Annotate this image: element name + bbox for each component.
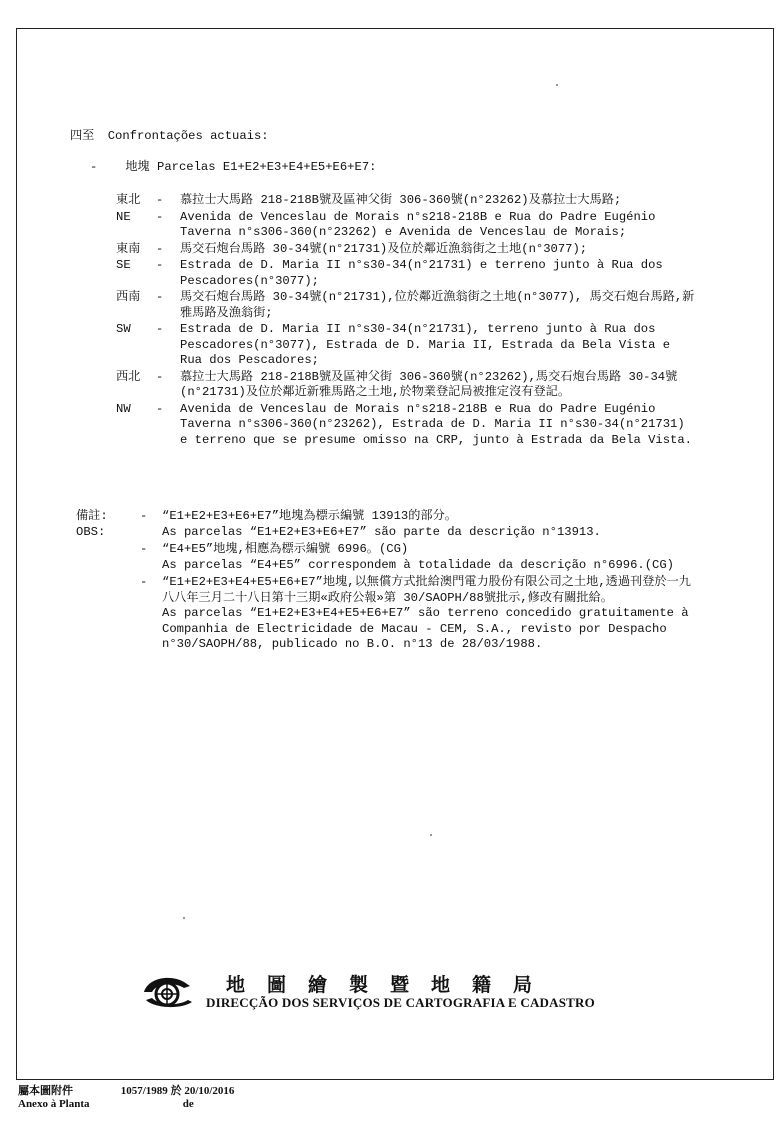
annex-label-zh: 屬本圖附件 (18, 1085, 73, 1097)
boundary-dash: - (156, 209, 164, 224)
boundary-code: 東北 (116, 193, 141, 207)
parcels-text: Parcelas E1+E2+E3+E4+E5+E6+E7: (157, 160, 377, 174)
current-boundaries-heading (70, 129, 269, 145)
boundary-dash: - (156, 193, 164, 207)
agency-logo-icon (140, 974, 194, 1010)
observation-item (140, 542, 700, 573)
annex-date-connector-zh: 於 (170, 1085, 182, 1097)
agency-name-zh: 地圖繪製暨地籍局 (226, 974, 555, 996)
observations-list (140, 509, 700, 655)
boundary-code: 東南 (116, 241, 141, 256)
boundary-row-se-zh (116, 242, 696, 258)
speck (183, 917, 185, 919)
observation-text-zh: “E1+E2+E3+E6+E7”地塊為標示編號 13913的部分。 (162, 509, 457, 523)
boundary-dash: - (156, 290, 164, 304)
observation-dash: - (140, 509, 148, 523)
parcels-label-zh: 地塊 (125, 160, 150, 174)
boundary-text: 馬交石炮台馬路 30-34號(n°21731),位於鄰近漁翁街之土地(n°3077), 馬交石炮台馬路,新雅馬路及漁翁街; (180, 290, 695, 320)
observations-label-zh: 備註: (76, 509, 108, 523)
boundary-dash: - (156, 258, 164, 272)
boundary-text: Estrada de D. Maria II n°s30-34(n°21731) e terreno junto à Rua dos Pescadores(n°3077); (180, 258, 663, 288)
boundary-dash: - (156, 241, 164, 256)
annex-label-pt: Anexo à Planta (18, 1098, 90, 1110)
boundary-dash: - (156, 401, 164, 416)
boundary-code: SE (116, 258, 131, 272)
boundary-code: NW (116, 401, 131, 416)
speck (556, 84, 558, 86)
boundary-text: 慕拉士大馬路 218-218B號及區神父街 306-360號(n°23262),馬交石炮台馬路 30-34號(n°21731)及位於鄰近新雅馬路之土地,於物業登記局被推定沒有登記。 (180, 369, 678, 399)
annex-footer (18, 1085, 234, 1111)
boundary-row-sw-zh (116, 290, 696, 321)
parcels-dash: - (90, 160, 98, 174)
observation-dash: - (140, 542, 148, 556)
boundary-dash: - (156, 369, 164, 384)
observations-labels (76, 509, 136, 540)
agency-logo-block (140, 970, 640, 1020)
observation-text-pt: As parcelas “E1+E2+E3+E6+E7” são parte da descrição n°13913. (162, 524, 601, 539)
boundary-text: Estrada de D. Maria II n°s30-34(n°21731), terreno junto à Rua dos Pescadores(n°3077), Estrada de D. Maria II, Estrada da Bela Vista e Rua dos Pescadores; (180, 322, 671, 367)
heading-label-pt: Confrontações actuais: (107, 129, 269, 143)
observation-text-zh: “E1+E2+E3+E4+E5+E6+E7”地塊,以無償方式批給澳門電力股份有限公司之土地,透過刊登於一九八八年三月二十八日第十三期«政府公報»第 30/SAOPH/88號批示,修改有關批給。 (162, 575, 691, 605)
observation-text-pt: As parcelas “E1+E2+E3+E4+E5+E6+E7” são terreno concedido gratuitamente à Companhia de Electricidade de Macau - CEM, S.A., revisto por Despacho n°30/SAOPH/88, publicado no B.O. n°13 de 28/03/1988. (162, 606, 689, 651)
boundary-row-nw-zh (116, 370, 696, 401)
boundary-text: Avenida de Venceslau de Morais n°s218-218B e Rua do Padre Eugénio Taverna n°s306-360(n°23262), Estrada de D. Maria II n°s30-34(n°21731) e terreno que se presume omisso na CRP, junto à Estrada da Bela Vista. (180, 401, 692, 447)
boundary-code: 西南 (116, 290, 141, 304)
observation-item (140, 575, 700, 653)
agency-name-pt: DIRECÇÃO DOS SERVIÇOS DE CARTOGRAFIA E CADASTRO (206, 995, 595, 1010)
boundary-text: 慕拉士大馬路 218-218B號及區神父街 306-360號(n°23262)及慕拉士大馬路; (180, 193, 622, 207)
boundary-dash: - (156, 322, 164, 336)
observation-text-pt: As parcelas “E4+E5” correspondem à totalidade da descrição n°6996.(CG) (162, 557, 674, 572)
observation-item (140, 509, 700, 540)
observations-label-pt: OBS: (76, 524, 106, 539)
boundary-code: 西北 (116, 369, 141, 384)
boundary-code: SW (116, 322, 131, 336)
heading-label-zh: 四至 (70, 129, 95, 143)
boundary-text: Avenida de Venceslau de Morais n°s218-218B e Rua do Padre Eugénio Taverna n°s306-360(n°23262) e Avenida de Venceslau de Morais; (180, 209, 656, 239)
annex-date: 20/10/2016 (184, 1085, 235, 1097)
boundary-row-sw-pt (116, 322, 696, 369)
boundary-row-nw-pt (116, 402, 696, 449)
annex-date-connector-pt: de (182, 1098, 194, 1110)
observation-dash: - (140, 575, 148, 589)
boundary-row-ne-pt (116, 210, 696, 241)
boundary-code: NE (116, 209, 131, 224)
boundary-row-se-pt (116, 258, 696, 289)
speck (430, 834, 432, 836)
boundary-text: 馬交石炮台馬路 30-34號(n°21731)及位於鄰近漁翁街之土地(n°3077); (180, 241, 588, 256)
boundary-row-ne-zh (116, 193, 696, 209)
annex-reference: 1057/1989 (120, 1085, 168, 1097)
observation-text-zh: “E4+E5”地塊,相應為標示編號 6996。(CG) (162, 542, 409, 556)
boundaries-list (116, 193, 696, 449)
parcels-line (90, 160, 376, 176)
